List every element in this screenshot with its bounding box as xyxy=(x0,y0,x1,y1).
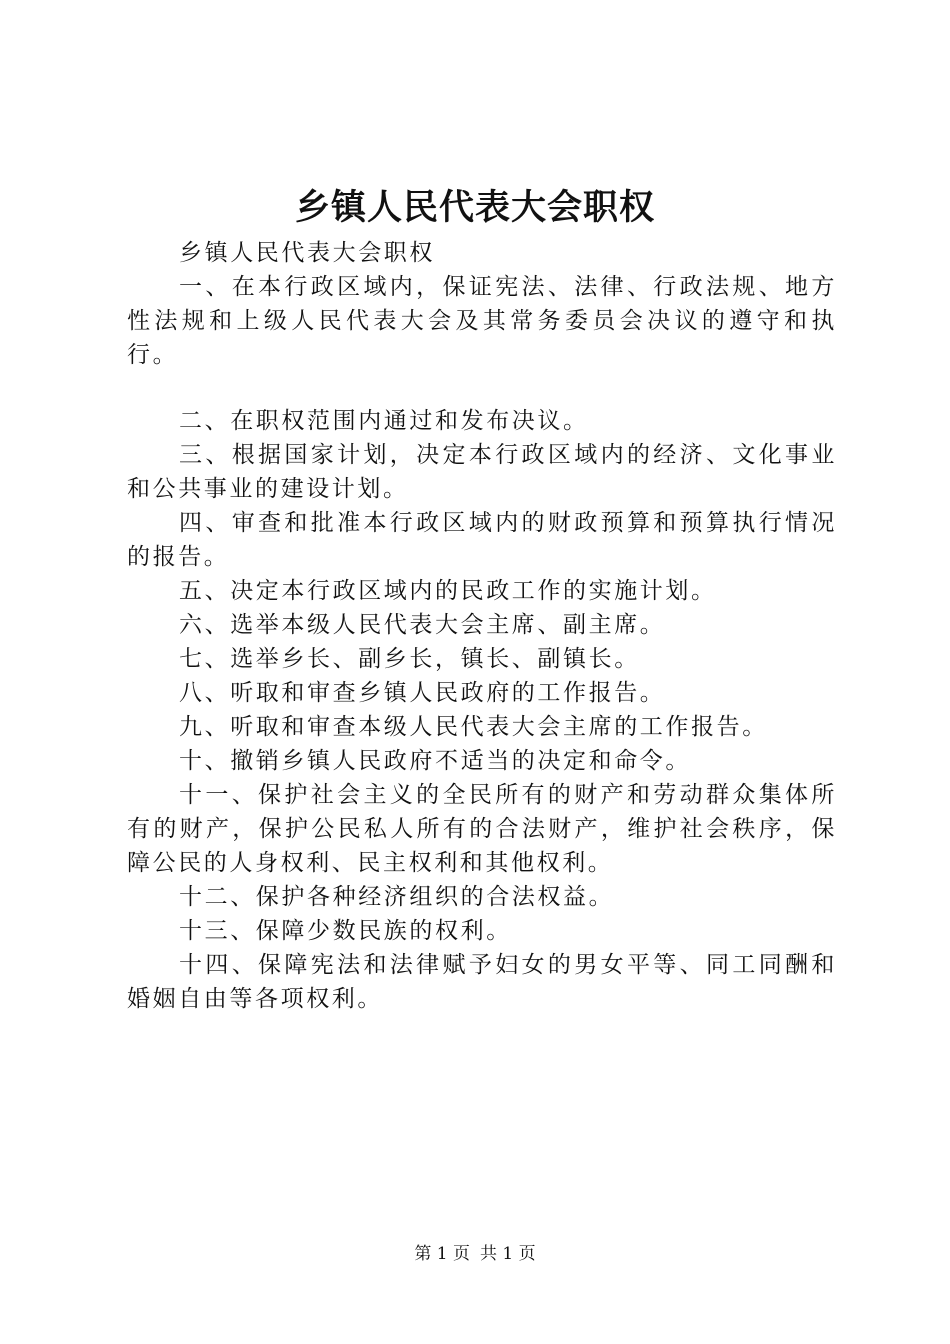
paragraph-item-10: 十、撤销乡镇人民政府不适当的决定和命令。 xyxy=(179,748,691,774)
paragraph-item-6: 六、选举本级人民代表大会主席、副主席。 xyxy=(179,612,666,638)
page-number: 第 1 页 xyxy=(414,1244,470,1264)
document-title: 乡镇人民代表大会职权 xyxy=(294,188,655,228)
paragraph-item-3: 三、根据国家计划，决定本行政区域内的经济、文化事业和公共事业的建设计划。 xyxy=(127,442,837,502)
paragraph-heading: 乡镇人民代表大会职权 xyxy=(179,240,435,266)
paragraph-item-14: 十四、保障宪法和法律赋予妇女的男女平等、同工同酬和婚姻自由等各项权利。 xyxy=(127,952,837,1012)
document-body xyxy=(127,236,837,1016)
paragraph-item-4: 四、审查和批准本行政区域内的财政预算和预算执行情况的报告。 xyxy=(127,510,837,570)
paragraph-item-11: 十一、保护社会主义的全民所有的财产和劳动群众集体所有的财产，保护公民私人所有的合法财产，维护社会秩序，保障公民的人身权利、民主权利和其他权利。 xyxy=(127,782,837,876)
paragraph-item-8: 八、听取和审查乡镇人民政府的工作报告。 xyxy=(179,680,666,706)
page-total: 共 1 页 xyxy=(480,1244,536,1264)
paragraph-item-12: 十二、保护各种经济组织的合法权益。 xyxy=(179,884,615,910)
paragraph-item-13: 十三、保障少数民族的权利。 xyxy=(179,918,512,944)
paragraph-item-5: 五、决定本行政区域内的民政工作的实施计划。 xyxy=(179,578,717,604)
page-footer xyxy=(0,1240,950,1268)
paragraph-item-9: 九、听取和审查本级人民代表大会主席的工作报告。 xyxy=(179,714,768,740)
paragraph-item-7: 七、选举乡长、副乡长，镇长、副镇长。 xyxy=(179,646,640,672)
paragraph-item-2: 二、在职权范围内通过和发布决议。 xyxy=(179,408,589,434)
paragraph-item-1: 一、在本行政区域内，保证宪法、法律、行政法规、地方性法规和上级人民代表大会及其常务委员会决议的遵守和执行。 xyxy=(127,274,837,368)
